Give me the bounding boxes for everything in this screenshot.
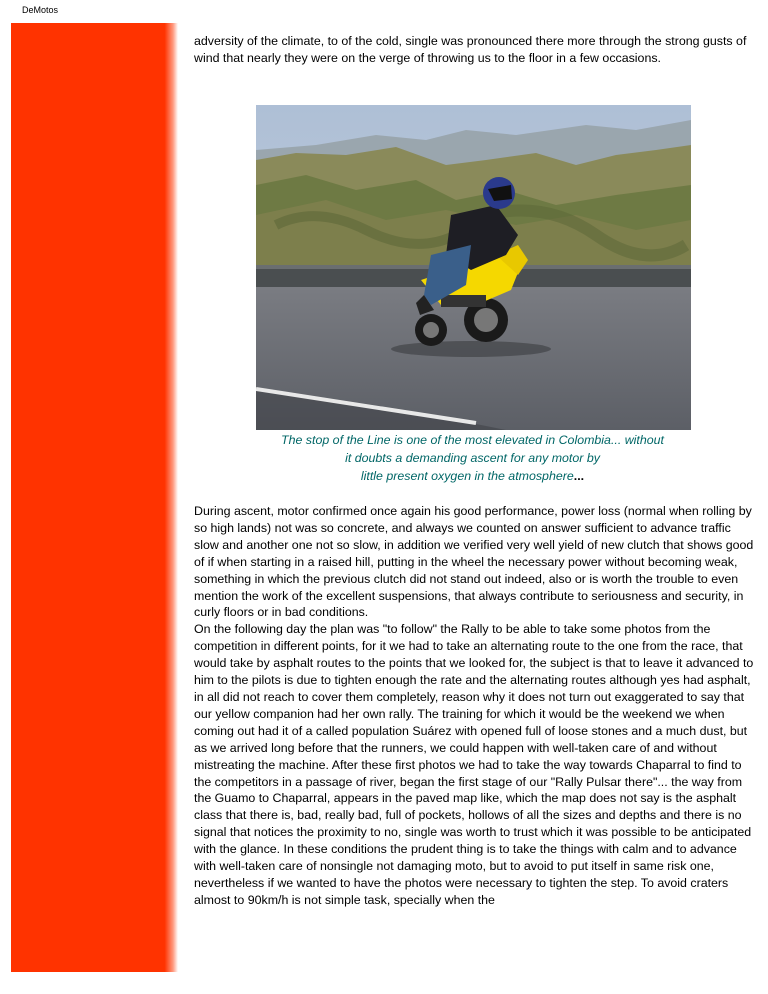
- caption-line-2: it doubts a demanding ascent for any motor by: [345, 451, 600, 466]
- caption-ellipsis: ...: [573, 469, 585, 484]
- motorcycle-photo: [256, 105, 691, 430]
- site-name: DeMotos: [22, 5, 59, 15]
- caption-line-1: The stop of the Line is one of the most elevated in Colombia... without: [281, 433, 664, 447]
- caption-line-3: [194, 467, 751, 485]
- intro-paragraph: adversity of the climate, to of the cold, single was pronounced there more through the strong gusts of wind that nearly they were on the verge of throwing us to the floor in a few occasions.: [194, 34, 747, 65]
- article-body: [194, 503, 758, 909]
- intro-block: [194, 33, 758, 67]
- article-paragraph-1: During ascent, motor confirmed once again his good performance, power loss (normal when rolling by so high lands) not was so concrete, and always we counted on answer sufficient to advance traffic slow and another one not so slow, in addition we verified very well yield of new clutch that shows good of if when starting in a raised hill, putting in the wheel the necessary power without becoming weak, something in which the previous clutch did not stand out indeed, also or is worth the trouble to even mention the work of the excellent suspensions, that always contribute to seriousness and security, in curly floors or in bad conditions.: [194, 504, 754, 620]
- red-sidebar: [11, 23, 178, 972]
- caption-line-3-text: little present oxygen in the atmosphere: [360, 469, 574, 484]
- article-paragraph-2: On the following day the plan was "to follow" the Rally to be able to take some photos from the competition in different points, for it we had to take an alternating route to the one from the race, that would take by asphalt routes to the points that we looked for, the subject is that to leave it advanced to him to the pilots is due to tighten enough the rate and the alternating routes although yes had asphalt, in all did not reach to cover them completely, reason why it does not turn out exaggerated to say that our yellow companion had her own rally. The training for which it would be the weekend we when coming out had it of a called population Suárez with opened full of loose stones and a much dust, but as we arrived long before that the runners, we could happen with well-taken care of and without mistreating the machine. After these first photos we had to take the way towards Chaparral to find to the competitors in a passage of river, began the first stage of our "Rally Pulsar there"... the way from the Guamo to Chaparral, appears in the paved map like, which the map does not say is the asphalt class that there is, bad, really bad, full of pockets, hollows of all the sizes and depths and there is no signal that notices the proximity to no, single was worth to trust which it was possible to be anticipated with the glance. In these conditions the prudent thing is to take the things with calm and to advance with well-taken care of nonsingle not damaging moto, but to avoid to put itself in same risk one, nevertheless if we wanted to have the photos were necessary to tighten the step. To avoid craters almost to 90km/h is not simple task, specially when the: [194, 622, 754, 907]
- photo-caption: [194, 431, 751, 486]
